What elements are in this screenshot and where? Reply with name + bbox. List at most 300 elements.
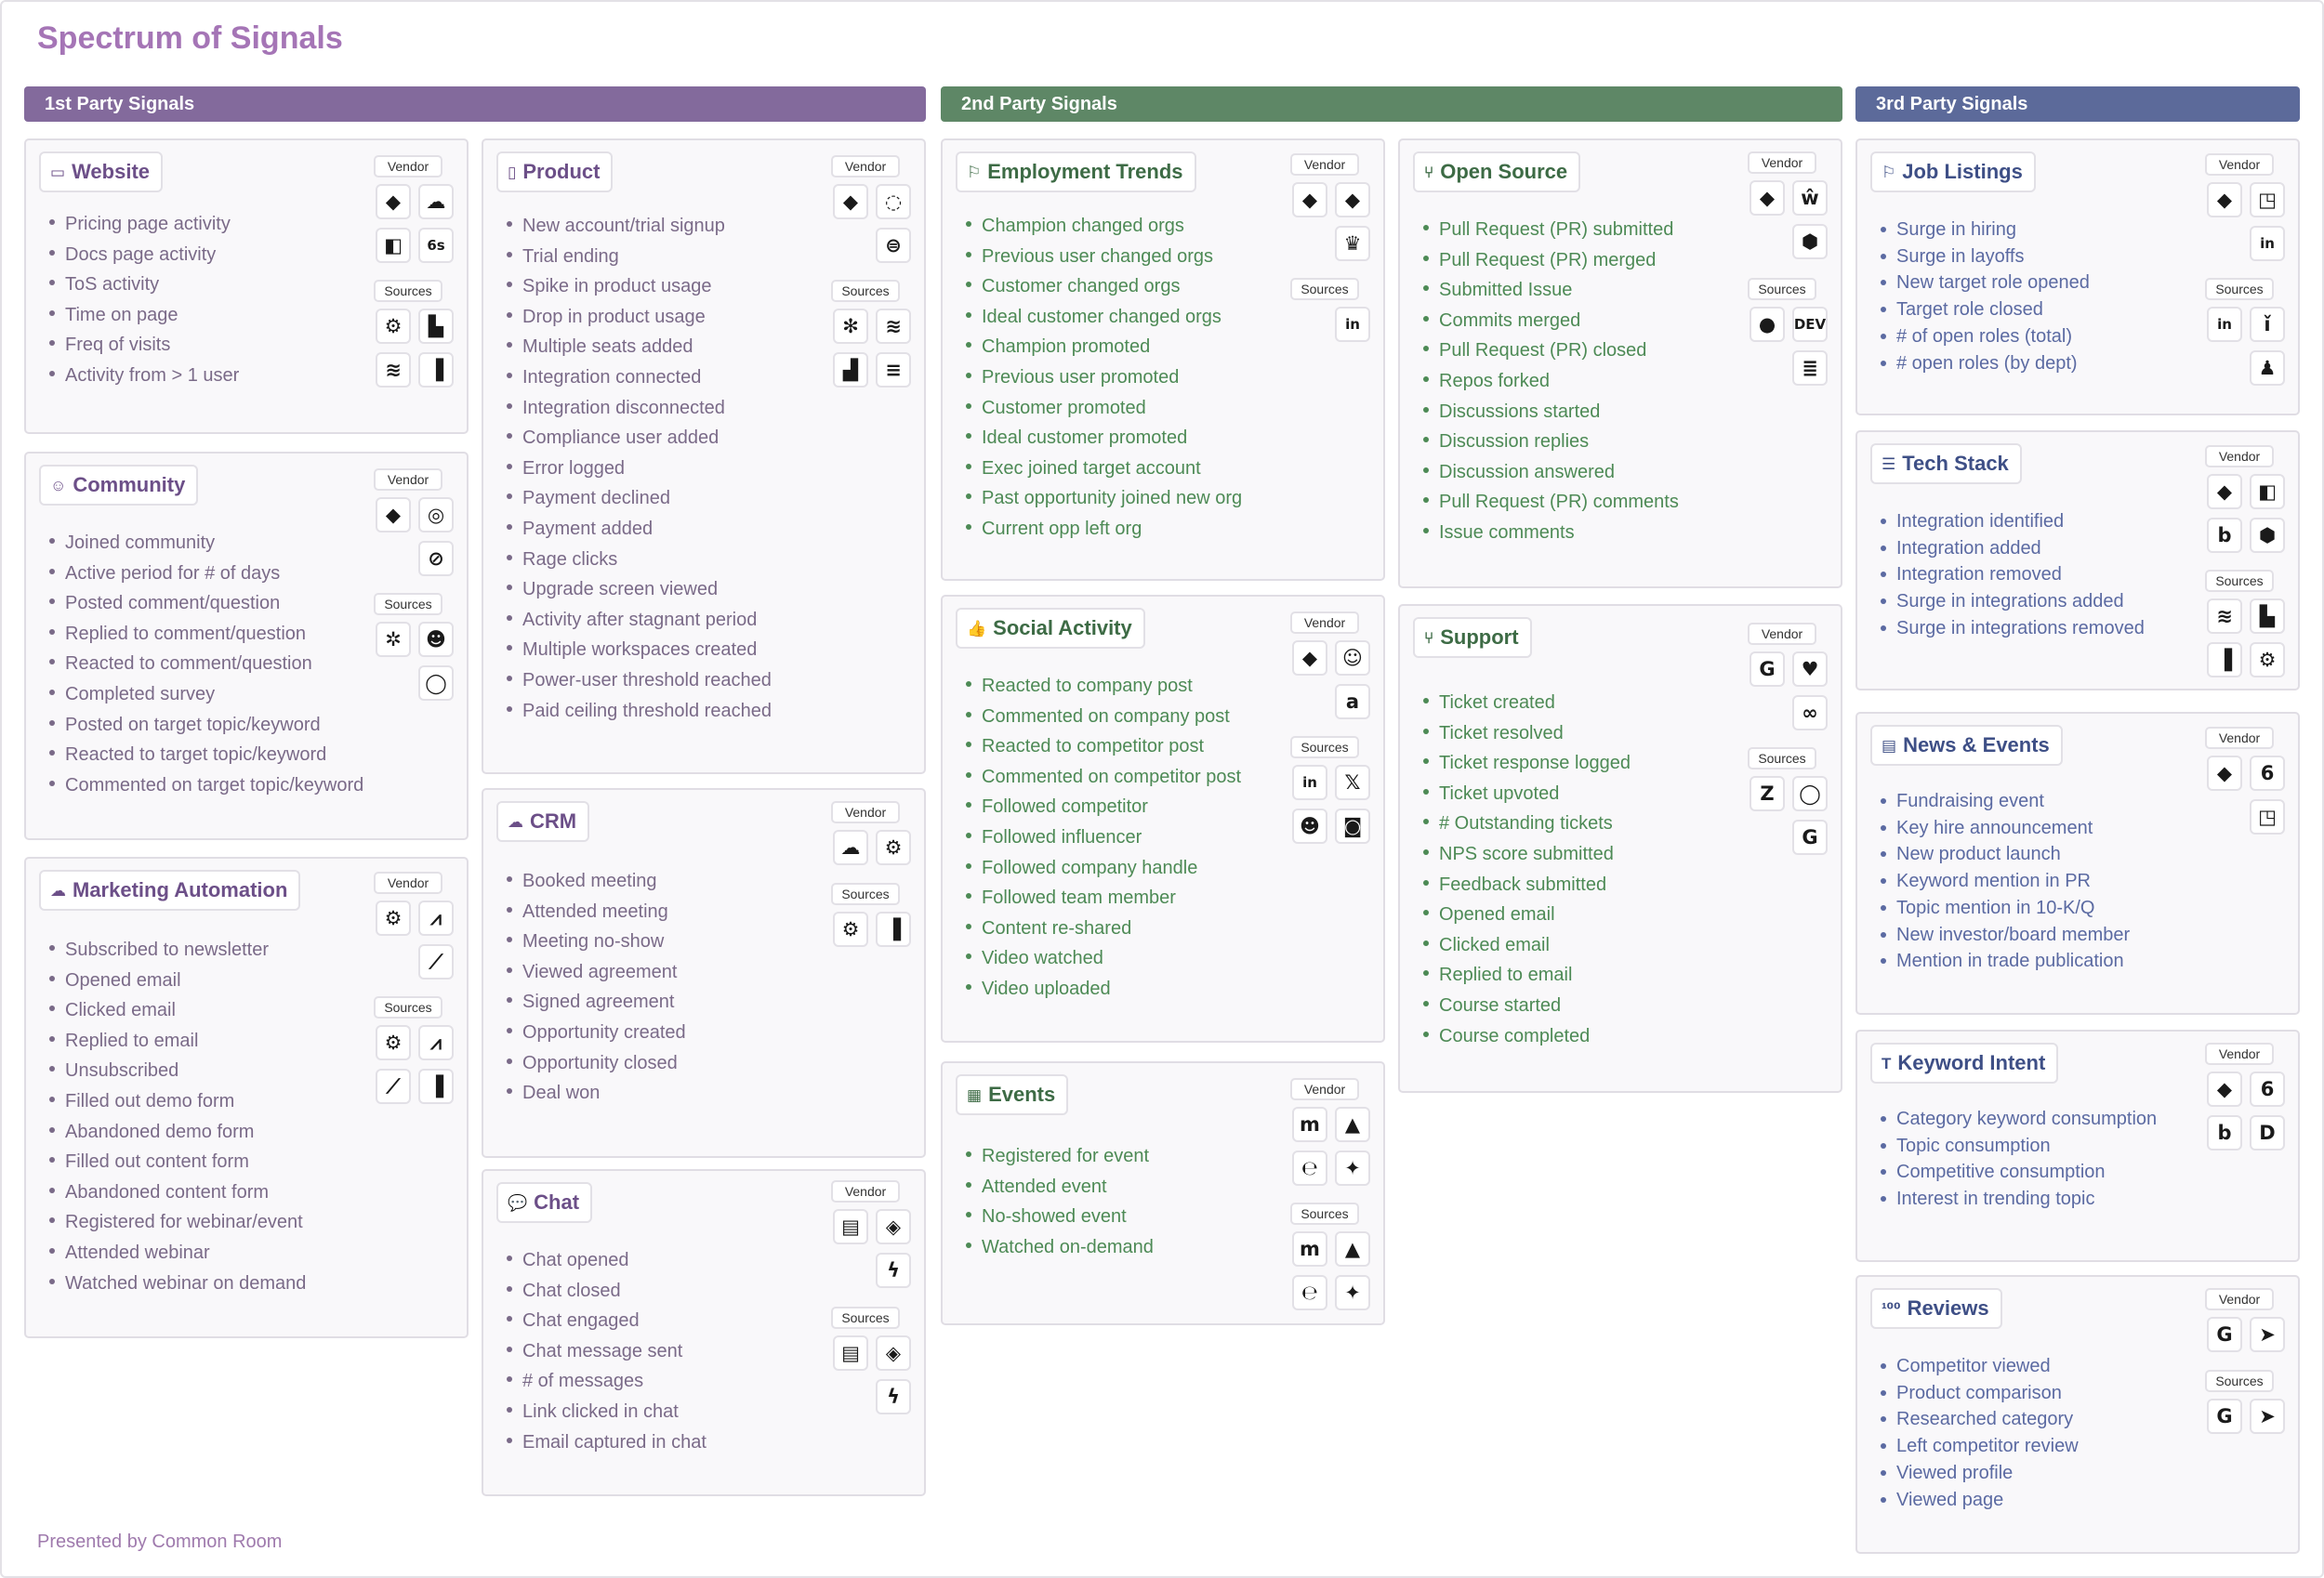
drift-logo-icon: ◈ [876,1335,911,1371]
vendor-label: Vendor [1290,153,1359,176]
sources-label: Sources [1748,278,1816,300]
signal-item: Drop in product usage [522,302,772,333]
qualified-logo-icon: ϟ [876,1253,911,1288]
signal-item: Competitor viewed [1896,1353,2079,1380]
signal-list [1439,688,1631,1051]
eventbrite-logo-icon: ℮ [1292,1151,1327,1186]
qualified-logo-icon: ϟ [876,1379,911,1414]
signal-list [522,1245,706,1457]
card-header [956,608,1145,649]
sources-label: Sources [1290,1203,1359,1225]
signal-item: # open roles (by dept) [1896,350,2090,377]
signal-item: Reacted to target topic/keyword [65,740,363,770]
hubspot-logo-icon: ⚙ [376,309,411,344]
heap-logo-icon: ◌ [876,184,911,219]
sources-label: Sources [374,593,442,615]
signal-item: Keyword mention in PR [1896,868,2130,895]
signal-item: Activity after stagnant period [522,605,772,636]
card-marketing-automation [24,857,469,1338]
sparkle-logo-icon: ✦ [1335,1151,1370,1186]
zendesk-heart-logo-icon: ♥ [1792,651,1828,687]
signal-item: Opened email [65,966,306,996]
signal-item: Viewed page [1896,1487,2079,1514]
signal-item: Fundraising event [1896,788,2130,815]
people-icon: ☺ [50,476,67,494]
signal-item: Reacted to comment/question [65,649,363,679]
chat-bubbles-icon: 💬 [508,1193,528,1212]
sources-label: Sources [2205,1370,2274,1392]
signal-item: Commented on competitor post [982,762,1241,793]
sources-label: Sources [831,1307,900,1329]
card-title: Community [73,473,186,496]
g2-logo-icon: G [2207,1317,2242,1352]
signal-list [982,211,1242,545]
commonroom-logo-icon: ◆ [1292,640,1327,676]
signal-item: Chat message sent [522,1336,706,1367]
6sense-logo-icon: 6 [2250,756,2285,791]
signal-item: Surge in hiring [1896,217,2090,243]
sources-label: Sources [374,996,442,1019]
signal-item: Surge in integrations removed [1896,615,2145,642]
browser-window-icon: ▭ [50,163,66,181]
card-header [1870,1288,2002,1329]
signal-item: Payment added [522,514,772,545]
signal-item: Spike in product usage [522,271,772,302]
signal-list [1896,508,2145,642]
commonroom-logo-icon: ◆ [2207,1072,2242,1107]
signal-item: Watched webinar on demand [65,1269,306,1299]
card-crm [482,788,926,1158]
card-title: Social Activity [993,616,1132,639]
sources-label: Sources [1290,278,1359,300]
goldcast-logo-icon: ▲ [1335,1231,1370,1267]
signal-item: Surge in integrations added [1896,588,2145,615]
signal-item: Error logged [522,454,772,484]
signal-item: Docs page activity [65,240,239,270]
signal-item: Watched on-demand [982,1232,1154,1263]
signal-item: Signed agreement [522,987,686,1018]
vendor-label: Vendor [374,468,442,491]
card-keyword-intent [1855,1030,2300,1262]
predictleads-logo-icon: ◳ [2250,182,2285,217]
signal-list [1896,1106,2157,1213]
signal-item: Joined community [65,528,363,559]
signal-list [1896,1353,2079,1513]
signal-list [65,209,239,391]
cloud-icon: ☁ [50,881,66,900]
signal-item: Discussions started [1439,397,1679,427]
analytics-logo-icon: ▐ [876,912,911,947]
hubspot-logo-icon: ⚙ [376,901,411,936]
signal-item: Replied to email [1439,960,1631,991]
cloud-icon: ☁ [508,812,523,831]
git-branch-icon: ⑂ [1424,628,1434,647]
signal-item: Reacted to company post [982,671,1241,702]
trustradius-logo-icon: ➤ [2250,1399,2285,1434]
signal-item: Filled out content form [65,1147,306,1177]
signal-item: Researched category [1896,1406,2079,1433]
scarf-logo-icon: ŵ [1792,180,1828,216]
amplitude-logo-icon: ≡ [876,352,911,388]
zendesk-logo-icon: Z [1750,776,1785,811]
linkedin-logo-icon: in [2250,226,2285,261]
signal-item: Reacted to competitor post [982,731,1241,762]
signal-item: Multiple seats added [522,332,772,362]
card-header [1870,1043,2058,1084]
signal-item: Interest in trending topic [1896,1186,2157,1213]
signal-list [65,528,363,800]
analytics-logo-icon: ▐ [418,352,454,388]
card-header [1870,151,2036,192]
signal-item: Previous user changed orgs [982,242,1242,272]
card-header [39,870,300,911]
vendor-label: Vendor [1290,1078,1359,1100]
signal-item: Past opportunity joined new org [982,483,1242,514]
signal-item: Ideal customer promoted [982,423,1242,454]
signal-item: Integration added [1896,535,2145,562]
text-type-icon: T [1882,1054,1892,1072]
signal-item: Customer promoted [982,393,1242,424]
compass-logo-icon: ⊘ [418,541,454,576]
segment-logo-icon: ▟ [833,352,868,388]
card-header [956,1074,1068,1115]
card-title: Tech Stack [1902,452,2009,475]
sources-label: Sources [1748,747,1816,769]
signal-item: Competitive consumption [1896,1159,2157,1186]
newspaper-icon: ▤ [1882,736,1897,755]
signal-item: Paid ceiling threshold reached [522,696,772,727]
discourse-logo-icon: ◯ [1792,776,1828,811]
signal-item: New product launch [1896,841,2130,868]
signal-list [982,671,1241,1005]
card-chat [482,1169,926,1496]
vendor-label: Vendor [2205,727,2274,749]
card-title: CRM [530,809,577,833]
signal-item: NPS score submitted [1439,839,1631,870]
signal-item: Pricing page activity [65,209,239,240]
signal-item: Posted comment/question [65,588,363,619]
signal-item: Subscribed to newsletter [65,935,306,966]
sources-label: Sources [2205,278,2274,300]
signal-item: Attended event [982,1172,1154,1203]
signal-item: Topic consumption [1896,1133,2157,1160]
amplemarket-logo-icon: a [1335,684,1370,719]
card-header [1870,725,2063,766]
intercom-logo-icon: ▤ [833,1335,868,1371]
signal-item: New target role opened [1896,270,2090,296]
card-job-listings [1855,138,2300,415]
vendor-label: Vendor [2205,153,2274,176]
commonroom-logo-icon: ◆ [376,497,411,533]
signal-list [65,935,306,1298]
signal-item: Previous user promoted [982,362,1242,393]
meetup-logo-icon: m [1292,1231,1327,1267]
signal-list [982,1141,1154,1262]
signal-item: Integration connected [522,362,772,393]
signal-item: Abandoned content form [65,1177,306,1208]
signal-item: Product comparison [1896,1380,2079,1407]
card-header [956,151,1196,192]
card-header [496,801,589,842]
instagram-logo-icon: ◙ [1335,809,1370,844]
card-header [496,1182,592,1223]
card-employment-trends [941,138,1385,581]
signal-item: Target role closed [1896,296,2090,323]
card-title: Reviews [1907,1296,1989,1320]
signal-list [522,211,772,726]
server-icon: ☰ [1882,454,1896,473]
signal-item: Key hire announcement [1896,815,2130,842]
signal-item: Opportunity closed [522,1048,686,1079]
signal-item: Course started [1439,991,1631,1021]
card-header [496,151,613,192]
vendor-label: Vendor [374,872,442,894]
score-100-icon: ¹⁰⁰ [1882,1299,1901,1318]
commonroom-logo-icon: ◆ [1292,182,1327,217]
card-header [39,465,198,506]
sources-label: Sources [1290,736,1359,758]
card-title: News & Events [1903,733,2050,756]
signal-item: Video uploaded [982,974,1241,1005]
vendor-label: Vendor [374,155,442,178]
demandbase-logo-icon: D [2250,1115,2285,1151]
discourse-logo-icon: ◯ [418,665,454,701]
signal-item: Clicked email [65,995,306,1026]
card-open-source [1398,138,1842,588]
g2-logo-icon: G [2207,1399,2242,1434]
marketo-logo-icon: ⩘ [418,1025,454,1060]
signal-item: Pull Request (PR) comments [1439,487,1679,518]
signal-item: Freq of visits [65,330,239,361]
signal-item: Topic mention in 10-K/Q [1896,895,2130,922]
card-social-activity [941,595,1385,1043]
git-branch-icon: ⑂ [1424,163,1434,181]
signal-item: Activity from > 1 user [65,361,239,391]
commonroom-logo-icon: ◆ [2207,182,2242,217]
marketo-logo-icon: ▙ [2250,598,2285,634]
signal-item: New investor/board member [1896,922,2130,949]
signal-item: Integration removed [1896,561,2145,588]
signal-item: Chat opened [522,1245,706,1276]
signal-item: Registered for event [982,1141,1154,1172]
signal-item: Abandoned demo form [65,1117,306,1148]
vendor-label: Vendor [831,801,900,823]
signal-item: Followed influencer [982,822,1241,853]
champify-logo-icon: ♛ [1335,226,1370,261]
card-title: Employment Trends [987,160,1183,183]
6sense-logo-icon: 6s [418,228,454,263]
card-events [941,1061,1385,1325]
section-header-second-party: 2nd Party Signals [941,86,1842,122]
card-title: Keyword Intent [1897,1051,2046,1074]
signal-item: Champion changed orgs [982,211,1242,242]
signal-item: Ticket created [1439,688,1631,718]
builtwith-logo-icon: b [2207,518,2242,553]
signal-item: Current opp left org [982,514,1242,545]
signal-item: Clicked email [1439,930,1631,961]
analytics-logo-icon: ▐ [2207,642,2242,677]
card-header [1870,443,2022,484]
hubspot-logo-icon: ⚙ [376,1025,411,1060]
snowflake-logo-icon: ✻ [833,309,868,344]
section-header-first-party: 1st Party Signals [24,86,926,122]
intercom-logo-icon: ▤ [833,1209,868,1244]
card-website [24,138,469,434]
signal-item: Submitted Issue [1439,275,1679,306]
card-header [1413,151,1580,192]
signal-item: Time on page [65,300,239,331]
infinity-logo-icon: ∞ [1792,695,1828,730]
mouse-icon: ▯ [508,163,517,181]
signal-item: Viewed agreement [522,957,686,988]
signal-item: Followed team member [982,883,1241,914]
bombora-logo-icon: b [2207,1115,2242,1151]
stripe-logo-icon: ≋ [876,309,911,344]
linkedin-logo-icon: in [1335,307,1370,342]
signal-item: Ticket resolved [1439,718,1631,749]
signal-item: Mention in trade publication [1896,948,2130,975]
signal-item: Champion promoted [982,332,1242,362]
vendor-label: Vendor [2205,445,2274,467]
signal-item: Opportunity created [522,1018,686,1048]
signal-item: Link clicked in chat [522,1397,706,1427]
x-logo-icon: 𝕏 [1335,765,1370,800]
signal-item: Integration disconnected [522,393,772,424]
discord-logo-icon: ☻ [418,622,454,657]
slack-logo-icon: ✲ [376,622,411,657]
card-title: Open Source [1440,160,1568,183]
orbit-logo-icon: ◎ [418,497,454,533]
hg-insights-logo-icon: ⬢ [2250,518,2285,553]
usergems-logo-icon: ◆ [1335,182,1370,217]
signal-item: Exec joined target account [982,454,1242,484]
sources-label: Sources [831,883,900,905]
marketo-logo-icon: ▙ [418,309,454,344]
signal-item: Replied to comment/question [65,619,363,650]
indeed-logo-icon: ǐ [2250,307,2285,342]
commonroom-logo-icon: ◆ [833,184,868,219]
footer-credit: Presented by Common Room [37,1532,283,1552]
signal-item: ToS activity [65,270,239,300]
signal-item: Category keyword consumption [1896,1106,2157,1133]
signal-item: Feedback submitted [1439,870,1631,901]
sources-label: Sources [374,280,442,302]
trigify-logo-icon: ☺ [1335,640,1370,676]
signal-item: Unsubscribed [65,1056,306,1086]
hubspot-logo-icon: ⚙ [876,830,911,865]
signal-item: Deal won [522,1078,686,1109]
signal-item: Posted on target topic/keyword [65,710,363,741]
pardot-logo-icon: ⟋ [418,944,454,980]
signal-item: Pull Request (PR) merged [1439,245,1679,276]
signal-item: Ticket upvoted [1439,779,1631,809]
card-header [39,151,163,192]
card-title: Website [72,160,151,183]
segment-logo-icon: ◧ [2250,474,2285,509]
running-person-icon: ⚐ [967,163,982,181]
dev-to-logo-icon: DEV [1792,307,1828,342]
signal-item: Replied to email [65,1026,306,1057]
card-title: Events [988,1083,1056,1106]
signal-item: Content re-shared [982,914,1241,944]
pardot-logo-icon: ⟋ [376,1069,411,1104]
github-logo-icon: ● [1750,307,1785,342]
6sense-logo-icon: 6 [2250,1072,2285,1107]
thumbs-up-icon: 👍 [967,619,987,638]
gainsight-logo-icon: G [1792,820,1828,855]
signal-list [522,866,686,1109]
sparkle-logo-icon: ✦ [1335,1275,1370,1310]
signal-item: Commented on target topic/keyword [65,770,363,801]
sources-label: Sources [2205,570,2274,592]
hubspot-logo-icon: ⚙ [833,912,868,947]
section-header-third-party: 3rd Party Signals [1855,86,2300,122]
signal-item: Trial ending [522,242,772,272]
signal-item: Booked meeting [522,866,686,897]
goldcast-logo-icon: ▲ [1335,1107,1370,1142]
gainsight-logo-icon: G [1750,651,1785,687]
signal-item: Ideal customer changed orgs [982,302,1242,333]
signal-item: No-showed event [982,1202,1154,1232]
card-tech-stack [1855,430,2300,690]
card-title: Chat [534,1190,580,1214]
signal-item: Completed survey [65,679,363,710]
trustradius-logo-icon: ➤ [2250,1317,2285,1352]
signal-item: Payment declined [522,483,772,514]
signal-item: Discussion replies [1439,427,1679,457]
signal-item: Commented on company post [982,702,1241,732]
signal-item: Course completed [1439,1021,1631,1052]
signal-item: New account/trial signup [522,211,772,242]
card-title: Job Listings [1902,160,2023,183]
signal-item: Active period for # of days [65,559,363,589]
linkedin-logo-icon: in [1292,765,1327,800]
signal-item: Customer changed orgs [982,271,1242,302]
stack-overflow-logo-icon: ≣ [1792,350,1828,386]
commonroom-logo-icon: ◆ [2207,756,2242,791]
vendor-label: Vendor [831,1180,900,1203]
signal-item: # of messages [522,1366,706,1397]
card-reviews [1855,1275,2300,1554]
card-product [482,138,926,774]
card-community [24,452,469,840]
marketo-logo-icon: ⩘ [418,901,454,936]
signal-item: Pull Request (PR) closed [1439,335,1679,366]
signal-item: Followed company handle [982,853,1241,884]
card-support [1398,604,1842,1093]
segment-logo-icon: ◧ [376,228,411,263]
signal-item: Commits merged [1439,306,1679,336]
signal-item: Multiple workspaces created [522,635,772,665]
drift-logo-icon: ◈ [876,1209,911,1244]
signal-item: # of open roles (total) [1896,323,2090,350]
signal-item: Integration identified [1896,508,2145,535]
signal-item: Surge in layoffs [1896,243,2090,270]
signal-item: Viewed profile [1896,1460,2079,1487]
signal-item: Rage clicks [522,545,772,575]
commonroom-logo-icon: ◆ [1750,180,1785,216]
signal-item: Upgrade screen viewed [522,574,772,605]
vendor-label: Vendor [1290,611,1359,634]
vendor-label: Vendor [1748,623,1816,645]
signal-item: Pull Request (PR) submitted [1439,215,1679,245]
signal-item: Video watched [982,943,1241,974]
signal-item: Email captured in chat [522,1427,706,1458]
signal-item: Discussion answered [1439,457,1679,488]
signal-item: Meeting no-show [522,927,686,957]
card-title: Marketing Automation [73,878,288,901]
signal-item: Filled out demo form [65,1086,306,1117]
